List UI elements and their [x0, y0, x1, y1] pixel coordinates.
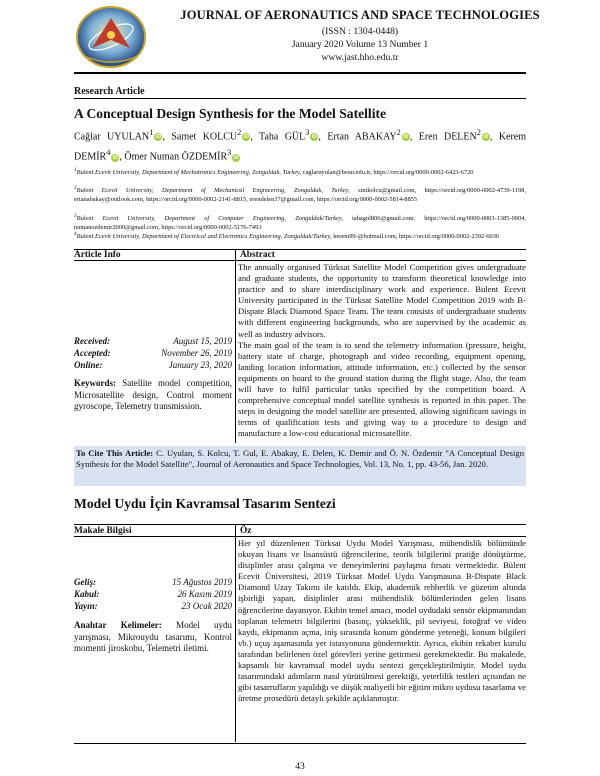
affiliation-contact[interactable]: caglaruyulan@beun.edu.tr, https://orcid.org/0000-0002-6423-6720 — [302, 169, 474, 177]
tr-article-dates — [74, 576, 232, 612]
orcid-icon[interactable]: iD — [243, 134, 249, 141]
abstract-paragraph-1: The annually organised Türksat Satellite Model Competition gives undergraduate and graduate students, the opportunity to transform theoretical knowledge into practice and to share interdisciplinary work and experience. Bulent Ecevit University participated in the Türksat Satellite Model Competition 2019 with B-Dispate Black Diamond Space Team. The team consists of undergraduate students with different engineering backgrounds, who are supervised by the academic as well as industry advisors. — [238, 262, 526, 339]
accepted-date: November 26, 2019 — [161, 348, 232, 358]
anahtar-kelimeler-text: Model uydu yarışması, Mikrouydu tasarımı, Kontrol momenti jiroskobu, Telemetri iletimi. — [74, 620, 232, 654]
abstract-text — [238, 262, 526, 440]
paper-title: A Conceptual Design Synthesis for the Model Satellite — [74, 106, 387, 121]
author-affiliation-sup: 1 — [149, 128, 154, 137]
article-info-heading: Article Info — [74, 250, 121, 260]
orcid-icon[interactable]: iD — [311, 134, 317, 141]
author-affiliation-sup: 2 — [396, 128, 401, 137]
makale-bilgisi-heading: Makale Bilgisi — [74, 526, 132, 536]
author-name: Ertan ABAKAY — [327, 131, 397, 143]
received-date: August 15, 2019 — [173, 336, 232, 346]
kabul-date: 26 Kasım 2019 — [177, 589, 232, 599]
tr-bottom-rule — [74, 743, 526, 744]
gelis-date: 15 Ağustos 2019 — [172, 577, 232, 587]
affiliation-sup: 3 — [74, 213, 77, 219]
orcid-icon[interactable]: iD — [483, 134, 489, 141]
orcid-icon[interactable]: iD — [155, 134, 161, 141]
author-list: Cağlar UYULAN$^1$iD , Samet KOLCU$^2$iD , Taha GÜL$^3$iD , Ertan ABAKAY$^2$iD , Eren DELEN$^2$iD , Kerem DEMİR$^4$iD , Ömer Numan ÖZDEMİR$^3$iD — [74, 128, 527, 163]
author-name: Taha GÜL — [259, 131, 306, 143]
tr-info-head-rule — [74, 536, 526, 537]
received-label: Received: — [74, 336, 110, 346]
author-name: Samet KOLCU — [171, 131, 238, 143]
article-type: Research Article — [74, 86, 145, 97]
citation-text — [76, 448, 524, 471]
received-row — [74, 335, 232, 347]
oz-heading: Öz — [240, 526, 252, 536]
info-divider — [235, 249, 236, 443]
journal-website[interactable]: www.jast.hho.edu.tr — [321, 52, 399, 63]
orcid-icon[interactable]: iD — [403, 134, 409, 141]
keywords-block — [74, 378, 232, 413]
gelis-row — [74, 576, 232, 588]
tr-info-top-rule — [74, 524, 526, 525]
abstract-paragraph-2: The main goal of the team is to send the telemetry information (pressure, height, battery state of charge, photograph and video recording, equipment opening, landing location information, attitude information, etc.) collected by the sensor equipments on board to the ground station during the flight stage. Also, the team will have to fulfil particular tasks specified by the competition board. A comprehensive conceptual model satellite synthesis is reported in this paper. The steps in designing the model satellite are presented, allowing significant savings in terms of qualification tests and giving way to a procedure to design and manufacture a low-cost educational microsatellite. — [238, 339, 526, 439]
author-name: Ömer Numan ÖZDEMİR — [124, 151, 228, 163]
yayin-date: 23 Ocak 2020 — [181, 601, 232, 611]
author-name: Kerem DEMİR — [74, 131, 527, 163]
journal-logo — [74, 4, 148, 70]
affiliation-sup: 2 — [74, 185, 77, 191]
journal-issue: January 2020 Volume 13 Number 1 — [291, 39, 429, 50]
info-head-rule — [74, 260, 526, 261]
affiliation-sup: 1 — [74, 167, 77, 173]
page-number: 43 — [295, 761, 305, 772]
oz-text: Her yıl düzenlenen Türksat Uydu Model Yarışması, mühendislik bölümünde okuyan lisans ve lisansüstü öğrencilerine, teorik bilgilerini pratiğe dönüştürme, disiplinler arası çalışma ve deneyimlerini paylaşma fırsatı vermektedir. Bülent Ecevit Üniversitesi, 2019 Türksat Model Uydu Yarışmasına B-Dispate Black Diamond Uzay Takımı ile katıldı. Ekip, akademik rehberlik ve gözetim altında işbirliği yapan, disiplinler arası mühendislik bölümlerinden gelen lisans öğrencilerine dayanıyor. Ekibin temel amacı, model uydudaki sensör ekipmanından toplanan telemetri bilgilerini (basınç, yükseklik, pil seviyesi, fotoğraf ve video kaydı, ekipmanın açma, iniş sırasında konum gönderme yeteneği, konum bilgileri vb.) uçuş aşamasında yer istasyonuna göndermektir. Ayrıca, ekibin rekabet kurulu tarafından belirlenen özel görevleri yerine getirmesi gerekmektedir. Bu makalede, kapsamlı bir kavramsal model uydu sentezi gerçekleştirilmiştir. Model uydu tasarımındaki adımların nasıl yürütülmesi gerektiği, yeterlilik testleri açısından ne gibi tasarrufların yapıldığı ve düşük maliyetli bir eğitim mikro uydusu tasarlama ve üretme prosedürü detaylı şekilde açıklanmıştır. — [238, 538, 526, 704]
affiliation-org: Bulent Ecevit University, Department of Computer Engineering, Zonguldak/Turkey, — [76, 215, 343, 223]
affiliation-contact[interactable]: tahagul806@gmail.com, https://orcid.org/0000-0003-1385-0904, numanozdemir2000@gmail.com, https://orcid.org/0000-0002-5176-7493 — [74, 215, 526, 232]
affiliation-contact[interactable]: smtkolcu@gmail.com, https://orcid.org/0000-0002-4739-1198, ertanabakay@outlook.com, https://orcid.org/0000-0002-2141-8815, erendelen37@gmail.com, https://orcid.org/0000-0002-5814-8855 — [74, 187, 526, 204]
anahtar-kelimeler-block — [74, 620, 232, 655]
online-label: Online: — [74, 360, 103, 370]
keywords-text: Satellite model competition, Microsatellite design, Control moment gyroscope, Telemetry transmission. — [74, 378, 233, 412]
yayin-label: Yayın: — [74, 601, 98, 611]
header-rule — [74, 72, 526, 74]
online-date: January 23, 2020 — [168, 360, 232, 370]
online-row — [74, 359, 232, 371]
journal-issn: (ISSN : 1304-0448) — [321, 26, 399, 37]
affiliation-sup: 4 — [74, 231, 77, 237]
accepted-label: Accepted: — [74, 348, 111, 358]
author-affiliation-sup: 2 — [476, 128, 481, 137]
author-affiliation-sup: 4 — [106, 148, 111, 158]
kabul-label: Kabul: — [74, 589, 100, 599]
affiliation-org: Bulent Ecevit University, Department of Mechatronics Engineering, Zonguldak, Turkey, — [76, 169, 302, 177]
affiliation-4 — [74, 230, 526, 241]
author-name: Eren DELEN — [418, 131, 477, 143]
keywords-label: Keywords: — [74, 378, 116, 388]
accepted-row — [74, 347, 232, 359]
affiliation-org: Bulent Ecevit University, Department of Electrical and Electronics Engineering, Zonguldak/Turkey, — [76, 233, 332, 241]
tr-info-divider — [235, 524, 236, 742]
info-top-rule — [74, 249, 526, 250]
citation-label: To Cite This Article: — [76, 448, 154, 458]
orcid-icon[interactable]: iD — [112, 154, 118, 161]
author-affiliation-sup: 3 — [227, 148, 232, 158]
anahtar-kelimeler-label: Anahtar Kelimeler: — [74, 620, 162, 630]
affiliation-contact[interactable]: kerem99-@hotmail.com, https://orcid.org/0000-0002-2392-6036 — [333, 233, 500, 241]
affiliation-org: Bulent Ecevit University, Department of Mechanical Engineering, Zonguldak, Turkey, — [76, 187, 350, 195]
abstract-heading: Abstract — [240, 250, 275, 260]
article-dates — [74, 335, 232, 371]
article-type-rule — [74, 98, 526, 99]
affiliation-1 — [74, 166, 526, 177]
affiliation-2 — [74, 184, 526, 205]
author-name: Cağlar UYULAN — [74, 131, 150, 143]
yayin-row — [74, 600, 232, 612]
citation-body: C. Uyulan, S. Kolcu, T. Gul, E. Abakay, E. Delen, K. Demir and Ö. N. Özdemir "A Conceptual Design Synthesis for the Model Satellite", Journal of Aeronautics and Space Technologies, Vol. 13, No. 1, pp. 43-56, Jan. 2020. — [76, 448, 524, 470]
kabul-row — [74, 588, 232, 600]
journal-title: JOURNAL OF AERONAUTICS AND SPACE TECHNOLOGIES — [180, 8, 540, 22]
author-affiliation-sup: 3 — [305, 128, 310, 137]
turkish-title: Model Uydu İçin Kavramsal Tasarım Sentezi — [74, 496, 336, 511]
orcid-icon[interactable]: iD — [233, 154, 239, 161]
gelis-label: Geliş: — [74, 577, 96, 587]
author-affiliation-sup: 2 — [237, 128, 242, 137]
